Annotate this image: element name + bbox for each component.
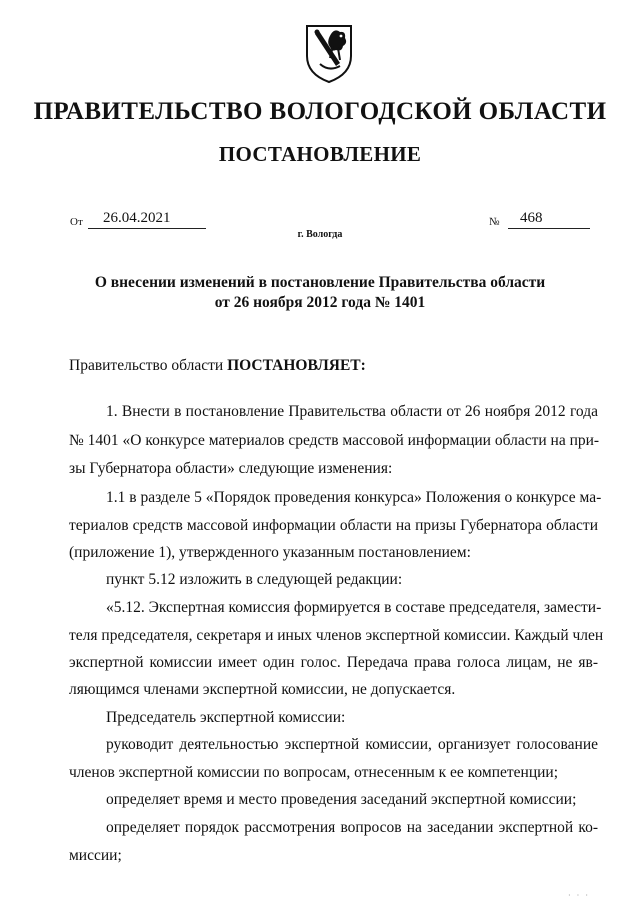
preamble bbox=[69, 357, 366, 375]
document-number: 468 bbox=[520, 210, 543, 226]
body-line: миссии; bbox=[69, 847, 122, 864]
body-line: ляющимся членами экспертной комиссии, не допускается. bbox=[69, 681, 456, 698]
body-line: «5.12. Экспертная комиссия формируется в составе председателя, замести- bbox=[106, 599, 602, 616]
body-line: теля председателя, секретаря и иных членов экспертной комиссии. Каждый член bbox=[69, 627, 604, 644]
coat-of-arms-icon bbox=[302, 22, 356, 84]
body-line: экспертной комиссии имеет один голос. Передача права голоса лицам, не яв- bbox=[69, 654, 598, 671]
body-line: 1. Внести в постановление Правительства области от 26 ноября 2012 года bbox=[106, 403, 598, 420]
body-line: пункт 5.12 изложить в следующей редакции: bbox=[106, 571, 403, 588]
city: г. Вологда bbox=[297, 229, 343, 240]
document-date: 26.04.2021 bbox=[103, 210, 171, 226]
date-prefix: От bbox=[70, 216, 83, 228]
document-type: ПОСТАНОВЛЕНИЕ bbox=[218, 142, 422, 166]
body-line: (приложение 1), утвержденного указанным постановлением: bbox=[69, 544, 471, 561]
page-marks: · · · bbox=[568, 891, 590, 900]
preamble-decision: ПОСТАНОВЛЯЕТ: bbox=[227, 357, 366, 374]
body-line: 1.1 в разделе 5 «Порядок проведения конкурса» Положения о конкурсе ма- bbox=[106, 489, 602, 506]
body-line: определяет порядок рассмотрения вопросов на заседании экспертной ко- bbox=[106, 819, 598, 836]
number-prefix: № bbox=[489, 216, 500, 228]
subject-line-2: от 26 ноября 2012 года № 1401 bbox=[214, 294, 426, 311]
organization-title: ПРАВИТЕЛЬСТВО ВОЛОГОДСКОЙ ОБЛАСТИ bbox=[33, 98, 607, 125]
subject-line-1: О внесении изменений в постановление Правительства области bbox=[94, 274, 546, 291]
preamble-text: Правительство области bbox=[69, 357, 228, 374]
body-line: Председатель экспертной комиссии: bbox=[106, 709, 346, 726]
body-line: зы Губернатора области» следующие изменения: bbox=[69, 460, 393, 477]
body-line: № 1401 «О конкурсе материалов средств массовой информации области на при- bbox=[69, 432, 600, 449]
body-line: членов экспертной комиссии по вопросам, отнесенным к ее компетенции; bbox=[69, 764, 559, 781]
body-line: определяет время и место проведения заседаний экспертной комиссии; bbox=[106, 791, 577, 808]
body-line: руководит деятельностью экспертной комиссии, организует голосование bbox=[106, 736, 598, 753]
body-line: териалов средств массовой информации области на призы Губернатора области bbox=[69, 517, 598, 534]
